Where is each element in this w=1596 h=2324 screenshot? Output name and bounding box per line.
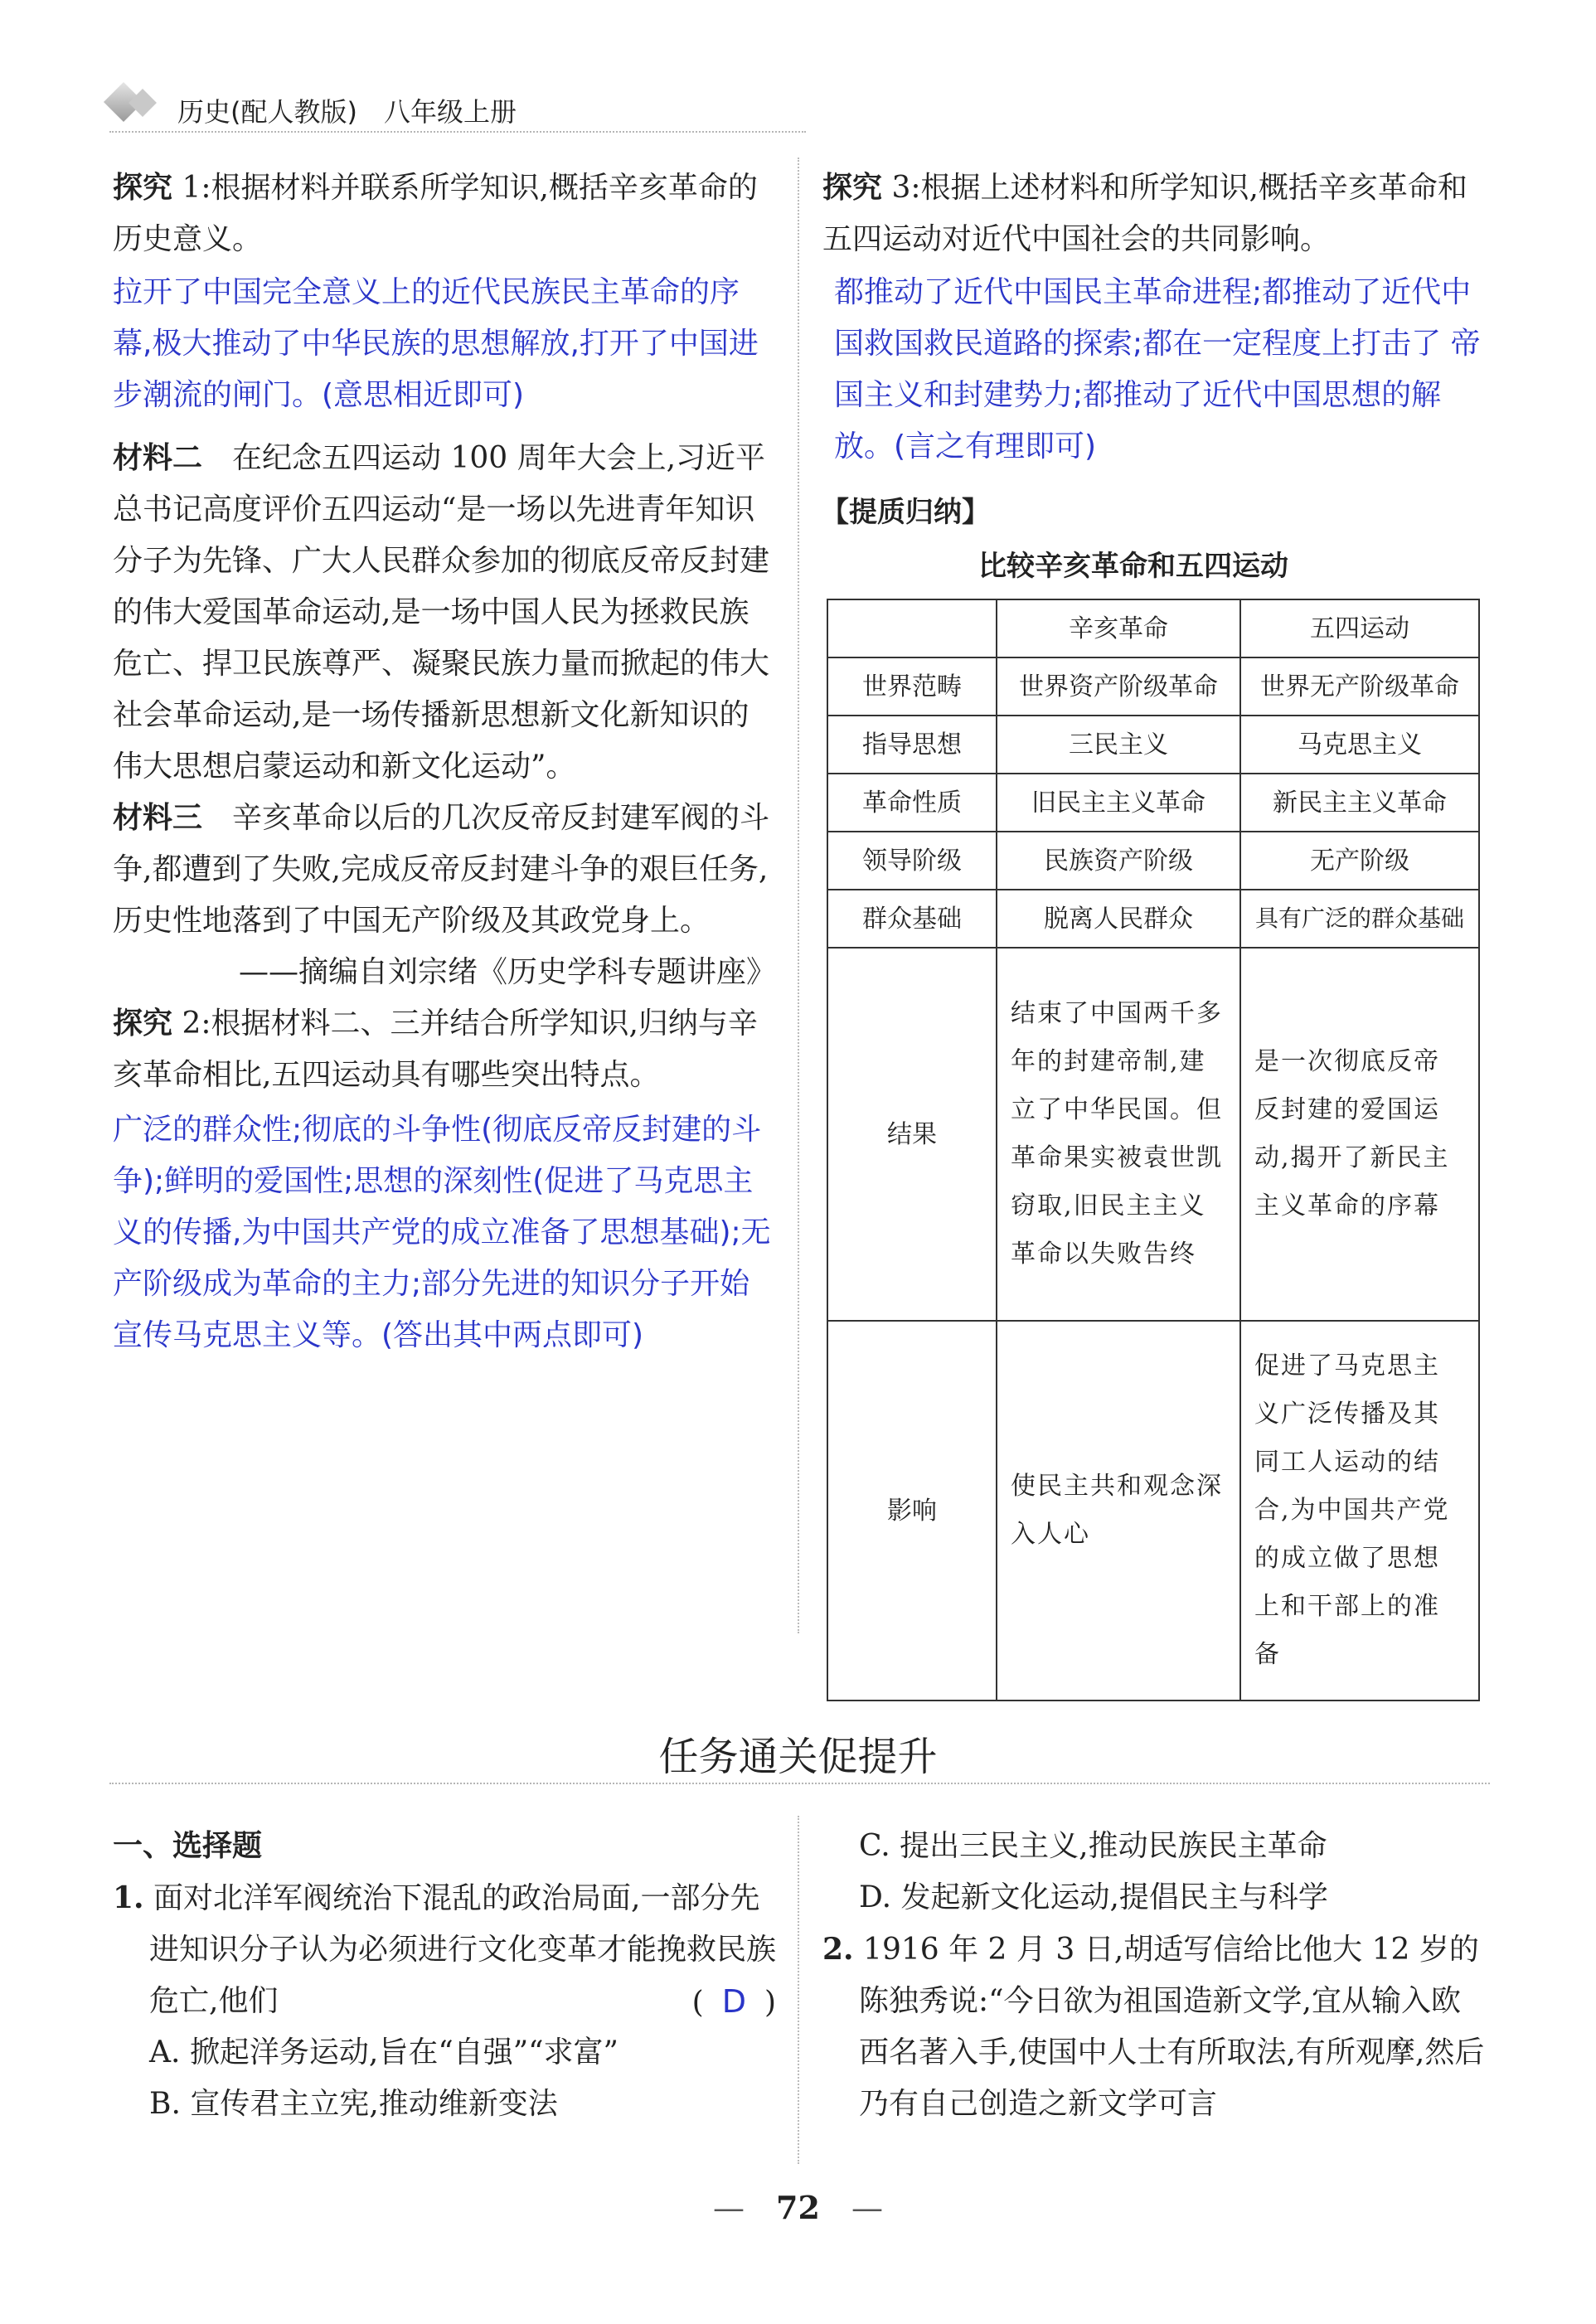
table-cell: 影响 (827, 1321, 997, 1701)
option-d: D. 发起新文化运动,提倡民主与科学 (859, 1880, 1328, 1914)
table-cell: 是一次彻底反帝反封建的爱国运动,揭开了新民主主义革命的序幕 (1240, 948, 1479, 1321)
question-1: 1. 面对北洋军阀统治下混乱的政治局面,一部分先进知识分子认为必须进行文化变革才能挽救民族危亡,他们 ( D ) (113, 1872, 776, 2027)
task-right-column (822, 1821, 1486, 2130)
option-b: B. 宣传君主立宪,推动维新变法 (149, 2087, 558, 2121)
explore2-answer: 广泛的群众性;彻底的斗争性(彻底反帝反封建的斗争);鲜明的爱国性;思想的深刻性(促进了马克思主义的传播,为中国共产党的成立准备了思想基础);无产阶级成为革命的主力;部分先进的知识分子开始宣传马克思主义等。(答出其中两点即可) (113, 1113, 771, 1352)
header-title: 历史(配人教版) 八年级上册 (177, 96, 517, 128)
material3-label: 材料三 (113, 801, 203, 835)
question-2: 2. 1916 年 2 月 3 日,胡适写信给比他大 12 岁的陈独秀说:“今日欲为祖国造新文学,宜从输入欧西名著入手,使国中人士有所取法,有所观摩,然后乃有自己创造之新文学可言 (822, 1932, 1485, 2121)
option-c: C. 提出三民主义,推动民族民主革命 (859, 1829, 1327, 1863)
table-row (827, 716, 1479, 774)
question-number: 2. (822, 1932, 854, 1967)
table-cell: 世界范畴 (827, 657, 997, 716)
table-cell: 世界无产阶级革命 (1240, 657, 1479, 716)
table-cell: 结束了中国两千多年的封建帝制,建立了中华民国。但革命果实被袁世凯窃取,旧民主主义革命以失败告终 (997, 948, 1240, 1321)
comparison-table (827, 599, 1480, 1701)
explore1-label: 探究 (113, 171, 173, 205)
table-header-row (827, 599, 1479, 657)
answer-bracket: ( D ) (691, 1983, 776, 2020)
table-cell: 群众基础 (827, 890, 997, 948)
page-number-dash-right: — (819, 2190, 883, 2226)
page-number: — 72 — (713, 2189, 883, 2226)
explore1-answer: 拉开了中国完全意义上的近代民族民主革命的序幕,极大推动了中华民族的思想解放,打开了中国进步潮流的闸门。(意思相近即可) (113, 275, 759, 412)
table-row (827, 948, 1479, 1321)
table-row (827, 1321, 1479, 1701)
column-divider (798, 158, 799, 1633)
task-left-column (113, 1821, 776, 2130)
material3: 材料三 辛亥革命以后的几次反帝反封建军阀的斗争,都遭到了失败,完成反帝反封建斗争的艰巨任务,历史性地落到了中国无产阶级及其政党身上。 (113, 801, 770, 938)
material2-label: 材料二 (113, 441, 203, 475)
table-cell: 马克思主义 (1240, 716, 1479, 774)
table-row (827, 832, 1479, 890)
table-cell: 指导思想 (827, 716, 997, 774)
material2: 材料二 在纪念五四运动 100 周年大会上,习近平总书记高度评价五四运动“是一场以先进青年知识分子为先锋、广大人民群众参加的彻底反帝反封建的伟大爱国革命运动,是一场中国人民为拯救民族危亡、捍卫民族尊严、凝聚民族力量而掀起的伟大社会革命运动,是一场传播新思想新文化新知识的伟大思想启蒙运动和新文化运动”。 (113, 441, 770, 784)
header-divider (109, 131, 806, 133)
table-cell: 三民主义 (997, 716, 1240, 774)
explore3-label: 探究 (822, 171, 883, 205)
table-cell: 领导阶级 (827, 832, 997, 890)
explore1-question: 探究 1:根据材料并联系所学知识,概括辛亥革命的历史意义。 (113, 171, 758, 256)
table-header-cell: 辛亥革命 (997, 599, 1240, 657)
table-cell: 促进了马克思主义广泛传播及其同工人运动的结合,为中国共产党的成立做了思想上和干部上的准备 (1240, 1321, 1479, 1701)
table-cell: 脱离人民群众 (997, 890, 1240, 948)
table-cell: 结果 (827, 948, 997, 1321)
page-number-dash-left: — (713, 2190, 777, 2226)
right-column-top (822, 163, 1486, 473)
table-row (827, 657, 1479, 716)
task-section-title: 任务通关促提升 (658, 1734, 938, 1780)
explore3-answer: 都推动了近代中国民主革命进程;都推动了近代中国救国救民道路的探索;都在一定程度上打击了 帝国主义和封建势力;都推动了近代中国思想的解 放。(言之有理即可) (834, 275, 1481, 463)
table-cell: 无产阶级 (1240, 832, 1479, 890)
material3-source: ——摘编自刘宗绪《历史学科专题讲座》 (238, 955, 776, 989)
left-column (113, 163, 776, 1361)
table-cell: 新民主主义革命 (1240, 774, 1479, 832)
section-summary-heading: 【提质归纳】 (821, 496, 990, 529)
explore2-question: 探究 2:根据材料二、三并结合所学知识,归纳与辛亥革命相比,五四运动具有哪些突出特点。 (113, 1007, 758, 1092)
table-header-cell (827, 599, 997, 657)
table-title: 比较辛亥革命和五四运动 (978, 550, 1288, 583)
table-row (827, 890, 1479, 948)
bottom-column-divider (798, 1816, 799, 2164)
choice-section-heading: 一、选择题 (113, 1829, 263, 1863)
table-row (827, 774, 1479, 832)
explore2-label: 探究 (113, 1007, 173, 1041)
answer-value: D (721, 1983, 746, 2020)
table-cell: 具有广泛的群众基础 (1240, 890, 1479, 948)
table-cell: 使民主共和观念深入人心 (997, 1321, 1240, 1701)
question-number: 1. (113, 1880, 144, 1915)
table-cell: 革命性质 (827, 774, 997, 832)
explore3-question: 探究 3:根据上述材料和所学知识,概括辛亥革命和五四运动对近代中国社会的共同影响。 (822, 171, 1467, 256)
table-cell: 民族资产阶级 (997, 832, 1240, 890)
table-header-cell: 五四运动 (1240, 599, 1479, 657)
table-cell: 世界资产阶级革命 (997, 657, 1240, 716)
table-cell: 旧民主主义革命 (997, 774, 1240, 832)
option-a: A. 掀起洋务运动,旨在“自强”“求富” (149, 2035, 619, 2069)
task-divider (109, 1783, 1490, 1784)
